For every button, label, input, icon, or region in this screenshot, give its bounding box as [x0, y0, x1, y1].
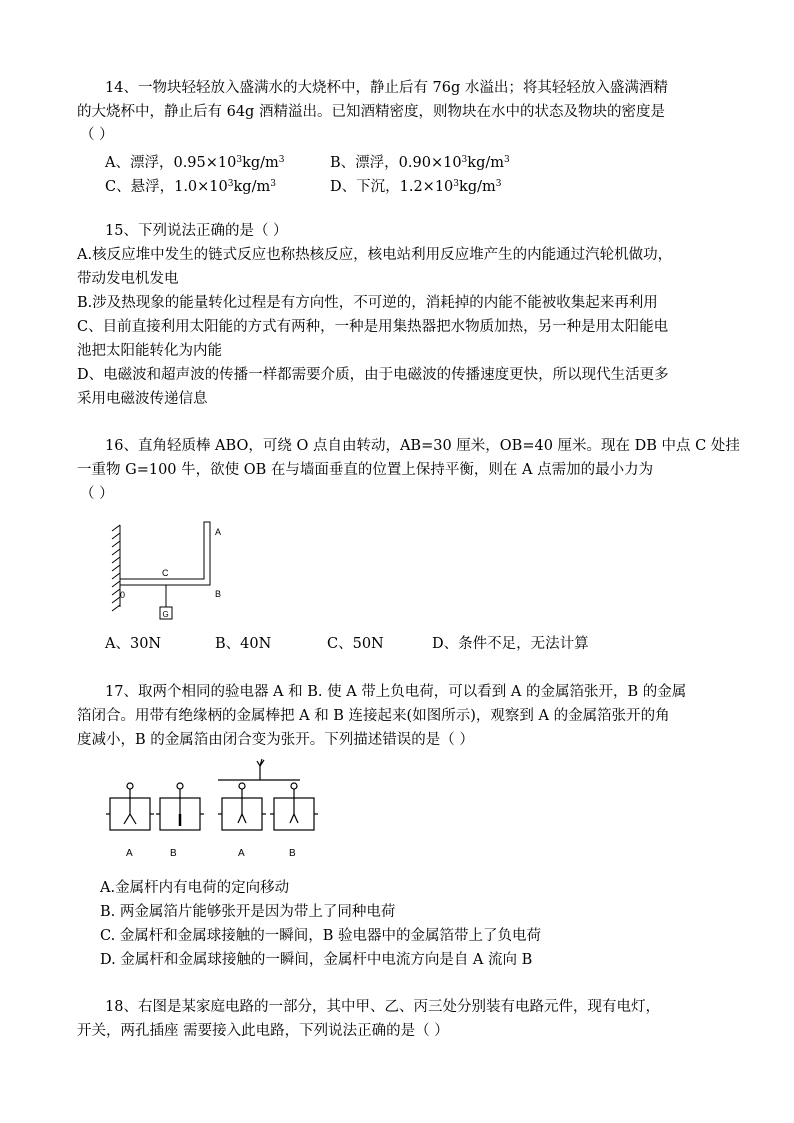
label-g: G [162, 610, 169, 619]
q14-paren: （ ） [80, 127, 114, 143]
q16-paren: （ ） [80, 486, 114, 502]
label-c: C [162, 568, 169, 578]
label-left-b: B [170, 848, 177, 859]
q14-option-a: A、漂浮，$0.95\times 10^3kg/m^3$ [105, 155, 285, 171]
q17-line-2: 箔闭合。用带有绝缘柄的金属棒把 A 和 B 连接起来(如图所示)，观察到 A 的金属箔张开的角 [77, 708, 670, 724]
electroscope-left-a [106, 783, 154, 830]
q14-line-1: 14、一物块轻轻放入盛满水的大烧杯中，静止后有 76g 水溢出；将其轻轻放入盛满酒精 [105, 80, 668, 96]
q16-line-2: 一重物 G=100 牛，欲使 OB 在与墙面垂直的位置上保持平衡，则在 A 点需加的最小力为 [77, 462, 654, 478]
q14-option-d: D、下沉，$1.2\times 10^3kg/m^3$ [330, 179, 502, 195]
q14-option-c: C、悬浮，$1.0\times 10^3kg/m^3$ [105, 179, 276, 195]
label-left-a: A [126, 848, 133, 859]
label-b: B [215, 589, 222, 599]
label-a: A [215, 527, 222, 537]
q17-option-a: A.金属杆内有电荷的定向移动 [100, 880, 290, 896]
q18-line-1: 18、右图是某家庭电路的一部分，其中甲、乙、丙三处分别装有电路元件，现有电灯， [105, 999, 660, 1015]
q17-line-1: 17、取两个相同的验电器 A 和 B. 使 A 带上负电荷，可以看到 A 的金属箔张开，B 的金属 [105, 684, 687, 700]
connecting-rod [218, 759, 300, 780]
q17-line-3: 度减小，B 的金属箔由闭合变为张开。下列描述错误的是（ ） [77, 732, 474, 748]
label-right-a: A [238, 848, 245, 859]
q16-line-1: 16、直角轻质棒 ABO，可绕 O 点自由转动，AB=30 厘米，OB=40 厘米。现在 DB 中点 C 处挂 [105, 438, 740, 454]
q16-option-d: D、条件不足，无法计算 [432, 636, 589, 652]
q16-option-b: B、40N [215, 636, 272, 652]
q15-option-d-line-1: D、电磁波和超声波的传播一样都需要介质，由于电磁波的传播速度更快，所以现代生活更多 [77, 367, 669, 383]
q16-lever-figure [96, 515, 236, 625]
q16-option-a: A、30N [105, 636, 162, 652]
q15-option-a-line-2: 带动发电机发电 [77, 271, 179, 287]
electroscope-right-b [270, 783, 318, 830]
q15-option-a-line-1: A.核反应堆中发生的链式反应也称热核反应，核电站利用反应堆产生的内能通过汽轮机做功， [77, 247, 673, 263]
q15-option-c-line-1: C、目前直接利用太阳能的方式有两种，一种是用集热器把水物质加热，另一种是用太阳能电 [77, 319, 669, 335]
wall-hatching [112, 525, 120, 611]
q16-option-c: C、50N [327, 636, 384, 652]
electroscope-left-b [156, 783, 204, 830]
q17-option-d: D. 金属杆和金属球接触的一瞬间，金属杆中电流方向是自 A 流向 B [100, 952, 533, 968]
label-o: 0 [120, 590, 126, 600]
q17-electroscope-figure [100, 758, 320, 866]
q17-option-c: C. 金属杆和金属球接触的一瞬间，B 验电器中的金属箔带上了负电荷 [100, 928, 542, 944]
q14-option-b: B、漂浮，$0.90\times 10^3kg/m^3$ [330, 155, 510, 171]
q18-line-2: 开关，两孔插座 需要接入此电路，下列说法正确的是（ ） [77, 1023, 449, 1039]
q14-line-2: 的大烧杯中，静止后有 64g 酒精溢出。已知酒精密度，则物块在水中的状态及物块的密度是 [77, 104, 665, 120]
electroscope-right-a [218, 783, 266, 830]
q15-option-c-line-2: 池把太阳能转化为内能 [77, 343, 222, 359]
q15-option-b: B.涉及热现象的能量转化过程是有方向性，不可逆的，消耗掉的内能不能被收集起来再利用 [77, 295, 658, 311]
q15-stem: 15、下列说法正确的是（ ） [105, 223, 288, 239]
label-right-b: B [289, 848, 296, 859]
q15-option-d-line-2: 采用电磁波传递信息 [77, 391, 208, 407]
q17-option-b: B. 两金属箔片能够张开是因为带上了同种电荷 [100, 904, 396, 920]
